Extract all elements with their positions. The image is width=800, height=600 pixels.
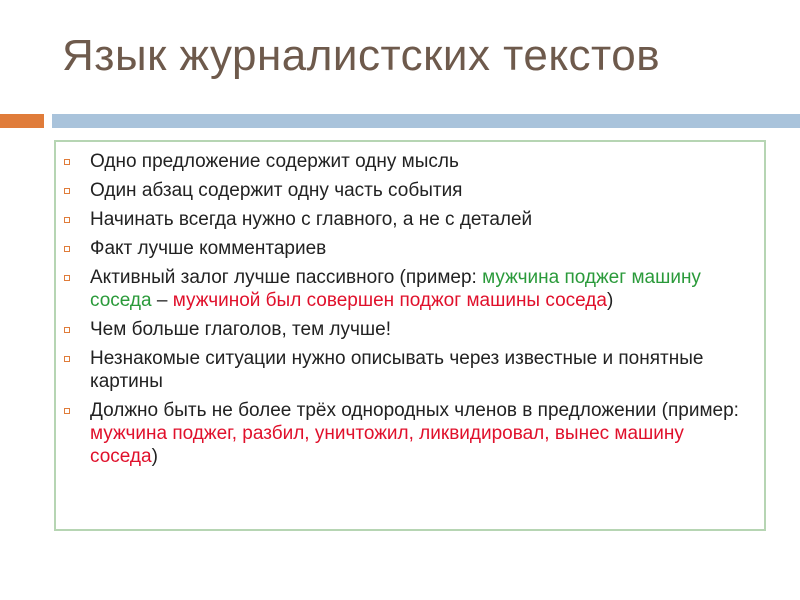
bullet-item [56,266,764,312]
slide-title: Язык журналистских текстов [62,31,661,80]
bullet-item [56,179,764,202]
bullet-text-suffix: ) [606,290,614,311]
bullet-item [56,347,764,393]
title-underline-bar [52,114,800,128]
square-bullet-icon [64,327,70,333]
bullet-item [56,318,764,341]
square-bullet-icon [64,356,70,362]
accent-bar-orange [0,114,44,128]
bullet-text: Факт лучше комментариев [90,238,327,259]
bullet-item [56,237,764,260]
bullet-text: Чем больше глаголов, тем лучше! [90,319,391,340]
bullet-text: Одно предложение содержит одну мысль [90,151,459,172]
bullet-list [56,150,764,474]
homogeneous-members-example: мужчина поджег, разбил, уничтожил, ликвидировал, вынес машину соседа [90,423,684,467]
bullet-item [56,208,764,231]
bullet-text: Незнакомые ситуации нужно описывать через известные и понятные картины [90,348,704,392]
square-bullet-icon [64,188,70,194]
bullet-text: Начинать всегда нужно с главного, а не с деталей [90,209,533,230]
bullet-text: Один абзац содержит одну часть события [90,180,463,201]
square-bullet-icon [64,275,70,281]
square-bullet-icon [64,246,70,252]
bullet-text-prefix: Должно быть не более трёх однородных членов в предложении (пример: [90,400,739,421]
square-bullet-icon [64,408,70,414]
bullet-text-suffix: ) [151,446,158,467]
active-voice-example: мужчина поджег машину соседа [90,267,701,311]
passive-voice-example: мужчиной был совершен поджог машины соседа [172,290,607,311]
square-bullet-icon [64,217,70,223]
bullet-text-prefix: Активный залог лучше пассивного (пример: [90,267,483,288]
bullet-item [56,399,764,468]
content-frame [54,140,766,531]
square-bullet-icon [64,159,70,165]
bullet-item [56,150,764,173]
example-dash: – [151,290,173,311]
